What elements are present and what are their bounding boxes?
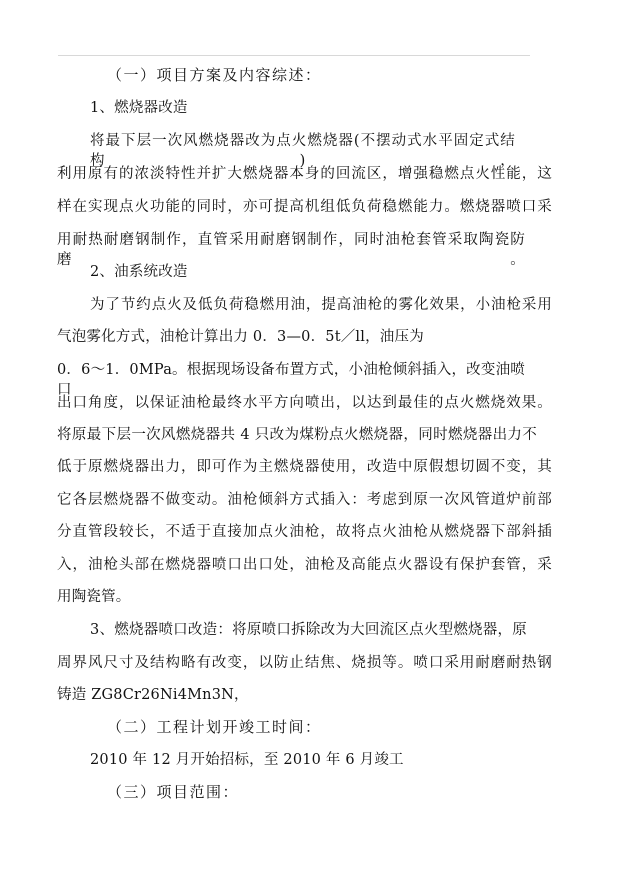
item2-title: 2、油系统改造 (90, 264, 188, 280)
item3-line-1: 3、燃烧器喷口改造：将原喷口拆除改为大回流区点火型燃烧器，原 (90, 622, 527, 638)
section3-heading: （三）项目范围： (107, 783, 240, 801)
item3-line-3: 铸造 ZG8Cr26Ni4Mn3N， (57, 687, 249, 703)
item2-line-4: 出口角度，以保证油枪最终水平方向喷出，以达到最佳的点火燃烧效果。 (57, 395, 552, 411)
item1-title: 1、燃烧器改造 (90, 100, 188, 116)
item1-line-1: 将最下层一次风燃烧器改为点火燃烧器(不摆动式水平固定式结构)， (90, 133, 515, 169)
header-rule (58, 55, 530, 56)
item2-line-3: 0．6～1．0MPa。根据现场设备布置方式，小油枪倾斜插入，改变油喷口 (57, 362, 525, 398)
item1-line-2: 利用原有的浓淡特性并扩大燃烧器本身的回流区，增强稳燃点火性能，这 (57, 166, 552, 182)
section1-heading: （一）项目方案及内容综述： (107, 66, 322, 84)
item2-line-5: 将原最下层一次风燃烧器共 4 只改为煤粉点火燃烧器，同时燃烧器出力不 (57, 427, 537, 443)
item2-line-6: 低于原燃烧器出力，即可作为主燃烧器使用，改造中原假想切圆不变，其 (57, 459, 552, 475)
item2-line-8: 分直管段较长，不适于直接加点火油枪，故将点火油枪从燃烧器下部斜插 (57, 524, 552, 540)
item2-line-10: 用陶瓷管。 (57, 589, 131, 605)
section2-text: 2010 年 12 月开始招标，至 2010 年 6 月竣工 (90, 752, 404, 768)
item2-line-2: 气泡雾化方式，油枪计算出力 0．3—0．5t／ll，油压为 (57, 329, 424, 345)
section2-heading: （二）工程计划开竣工时间： (107, 718, 322, 736)
item1-line-3: 样在实现点火功能的同时，亦可提高机组低负荷稳燃能力。燃烧器喷口采 (57, 199, 552, 215)
item2-line-7: 它各层燃烧器不做变动。油枪倾斜方式插入：考虑到原一次风管道炉前部 (57, 492, 552, 508)
item1-line-4: 用耐热耐磨钢制作，直管采用耐磨钢制作，同时油枪套管采取陶瓷防磨。 (57, 232, 525, 268)
item2-line-9: 入，油枪头部在燃烧器喷口出口处，油枪及高能点火器设有保护套管，采 (57, 557, 552, 573)
item2-line-1: 为了节约点火及低负荷稳燃用油，提高油枪的雾化效果，小油枪采用 (90, 297, 552, 313)
item3-line-2: 周界风尺寸及结构略有改变，以防止结焦、烧损等。喷口采用耐磨耐热钢 (57, 655, 552, 671)
